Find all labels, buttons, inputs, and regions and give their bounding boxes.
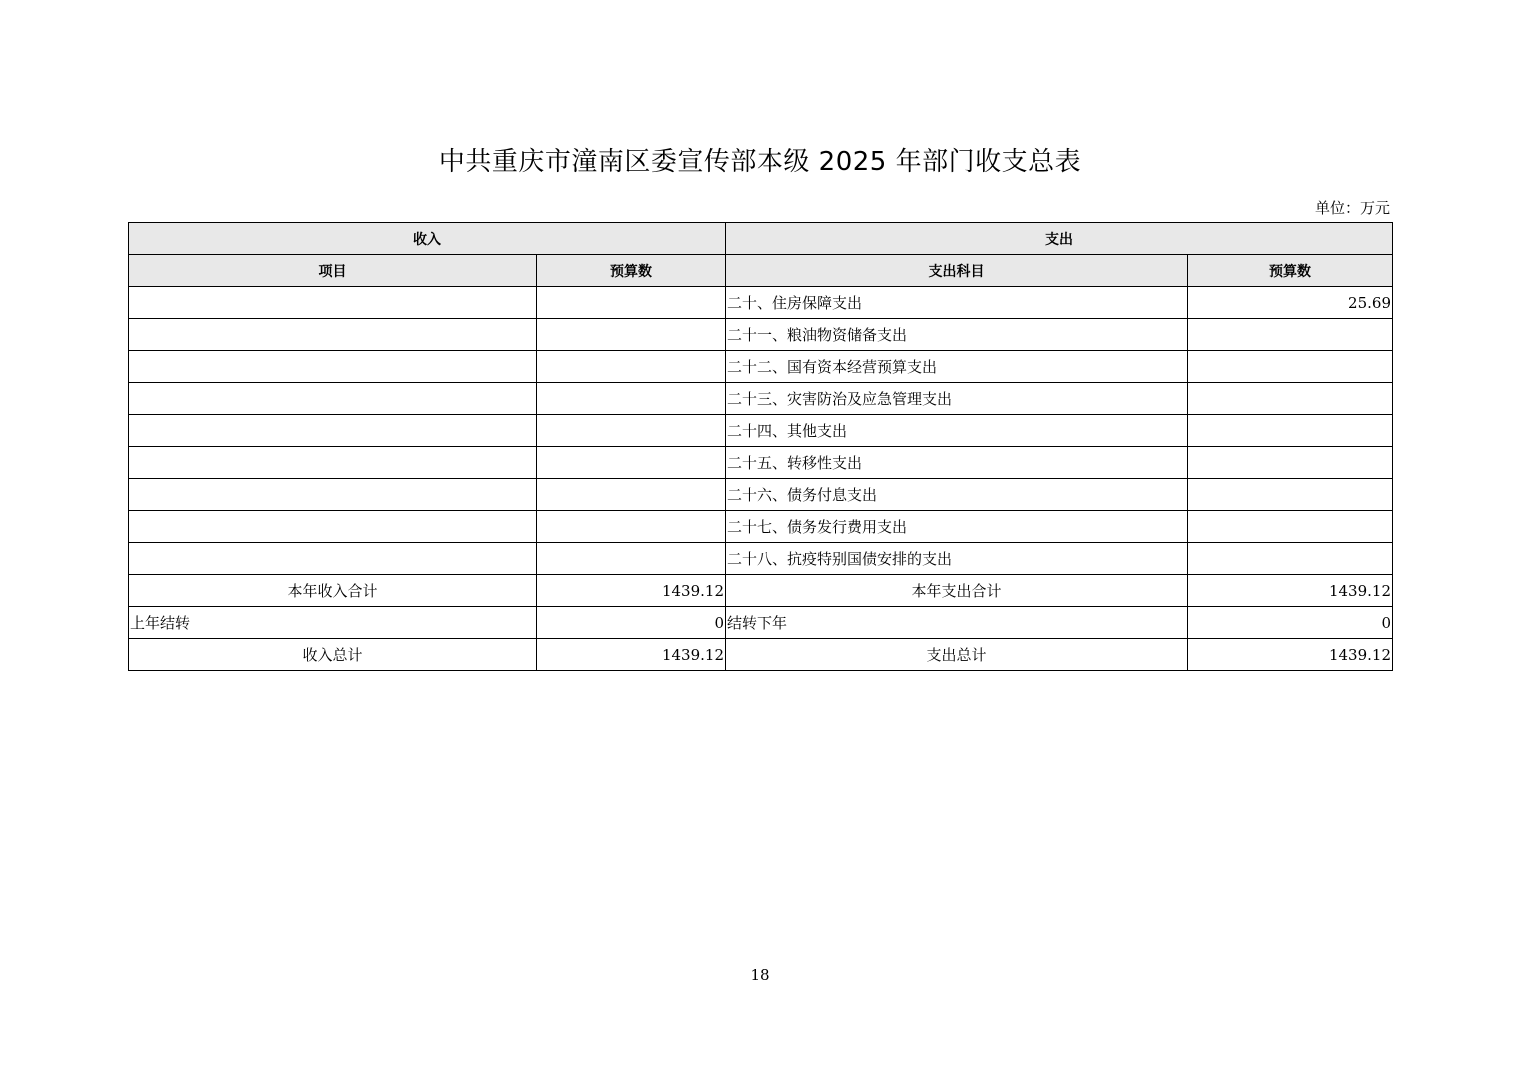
income-group-header: 收入	[129, 223, 726, 255]
expense-item-cell: 二十一、粮油物资储备支出	[726, 319, 1188, 351]
carry-out-value: 0	[1188, 607, 1393, 639]
income-item-cell	[129, 287, 537, 319]
income-budget-cell	[537, 511, 726, 543]
income-budget-cell	[537, 383, 726, 415]
year-expense-total-value: 1439.12	[1188, 575, 1393, 607]
year-total-row	[129, 575, 1393, 607]
year-expense-total-label: 本年支出合计	[726, 575, 1188, 607]
income-budget-cell	[537, 287, 726, 319]
year-income-total-value: 1439.12	[537, 575, 726, 607]
expense-budget-cell	[1188, 383, 1393, 415]
carry-over-row	[129, 607, 1393, 639]
expense-group-header: 支出	[726, 223, 1393, 255]
expense-budget-cell	[1188, 511, 1393, 543]
income-budget-cell	[537, 479, 726, 511]
expense-budget-header: 预算数	[1188, 255, 1393, 287]
total-expense-value: 1439.12	[1188, 639, 1393, 671]
table-row	[129, 479, 1393, 511]
grand-total-row	[129, 639, 1393, 671]
table-row	[129, 511, 1393, 543]
table-row	[129, 287, 1393, 319]
income-budget-cell	[537, 543, 726, 575]
income-item-cell	[129, 511, 537, 543]
income-budget-header: 预算数	[537, 255, 726, 287]
expense-budget-cell	[1188, 543, 1393, 575]
income-item-cell	[129, 415, 537, 447]
page-title: 中共重庆市潼南区委宣传部本级 2025 年部门收支总表	[438, 147, 1082, 177]
income-item-header: 项目	[129, 255, 537, 287]
expense-budget-cell	[1188, 415, 1393, 447]
total-expense-label: 支出总计	[726, 639, 1188, 671]
unit-label: 单位：万元	[1314, 199, 1390, 217]
expense-item-cell: 二十四、其他支出	[726, 415, 1188, 447]
total-income-value: 1439.12	[537, 639, 726, 671]
page-number: 18	[750, 966, 770, 984]
carry-in-label: 上年结转	[129, 607, 537, 639]
expense-item-cell: 二十三、灾害防治及应急管理支出	[726, 383, 1188, 415]
income-item-cell	[129, 543, 537, 575]
expense-item-cell: 二十八、抗疫特别国债安排的支出	[726, 543, 1188, 575]
income-budget-cell	[537, 351, 726, 383]
expense-item-cell: 二十六、债务付息支出	[726, 479, 1188, 511]
table-row	[129, 319, 1393, 351]
expense-budget-cell	[1188, 351, 1393, 383]
table-row	[129, 447, 1393, 479]
column-header-row	[129, 255, 1393, 287]
expense-budget-cell	[1188, 479, 1393, 511]
table-row	[129, 543, 1393, 575]
expense-budget-cell: 25.69	[1188, 287, 1393, 319]
year-income-total-label: 本年收入合计	[129, 575, 537, 607]
total-income-label: 收入总计	[129, 639, 537, 671]
income-item-cell	[129, 351, 537, 383]
income-budget-cell	[537, 447, 726, 479]
budget-summary-table	[128, 222, 1393, 671]
income-budget-cell	[537, 415, 726, 447]
carry-in-value: 0	[537, 607, 726, 639]
income-item-cell	[129, 383, 537, 415]
expense-item-cell: 二十、住房保障支出	[726, 287, 1188, 319]
table-row	[129, 383, 1393, 415]
income-budget-cell	[537, 319, 726, 351]
table-row	[129, 415, 1393, 447]
expense-budget-cell	[1188, 319, 1393, 351]
income-item-cell	[129, 479, 537, 511]
group-header-row	[129, 223, 1393, 255]
carry-out-label: 结转下年	[726, 607, 1188, 639]
income-item-cell	[129, 319, 537, 351]
expense-item-header: 支出科目	[726, 255, 1188, 287]
expense-item-cell: 二十五、转移性支出	[726, 447, 1188, 479]
income-item-cell	[129, 447, 537, 479]
expense-item-cell: 二十七、债务发行费用支出	[726, 511, 1188, 543]
expense-budget-cell	[1188, 447, 1393, 479]
table-row	[129, 351, 1393, 383]
expense-item-cell: 二十二、国有资本经营预算支出	[726, 351, 1188, 383]
